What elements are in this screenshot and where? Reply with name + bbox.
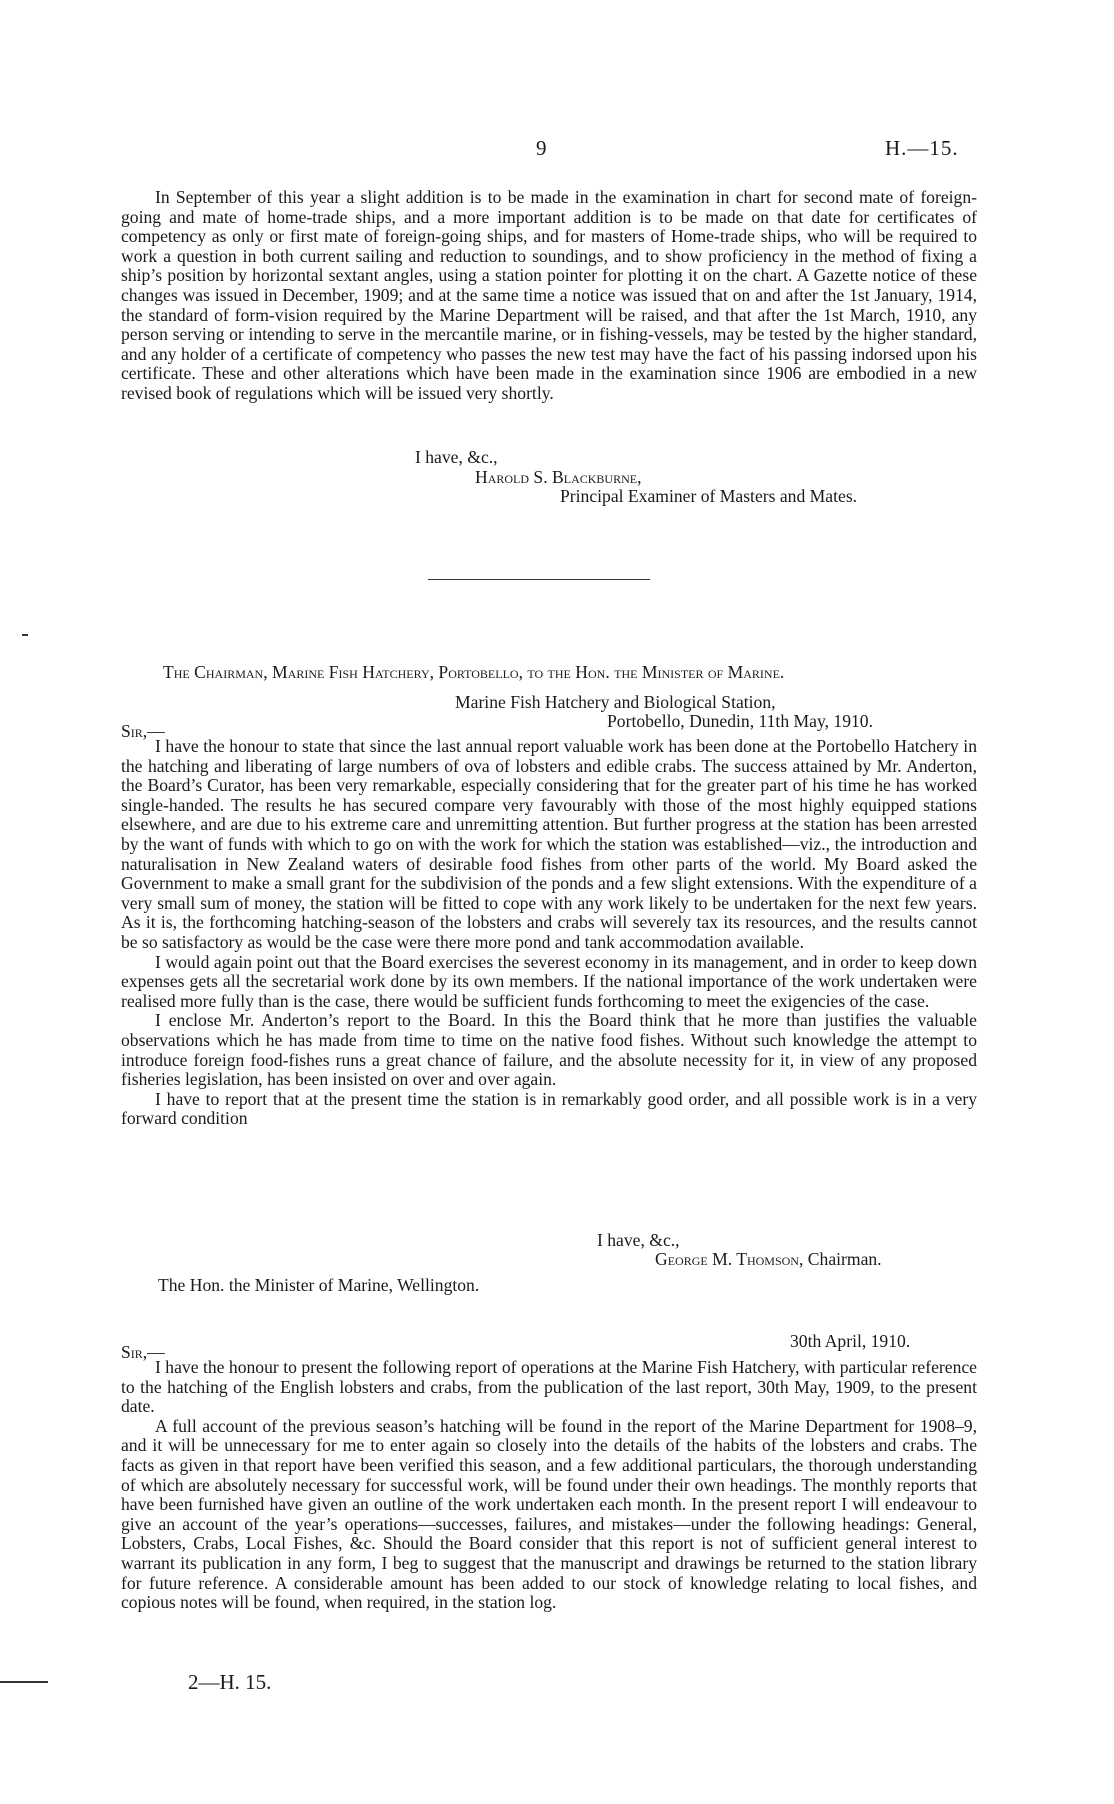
letter-salutation: Sir,— (121, 721, 165, 741)
examiner-signatory: Harold S. Blackburne, (475, 467, 642, 487)
section-divider (428, 579, 650, 580)
chairman-signatory: George M. Thomson, (655, 1249, 804, 1269)
chairman-signatory-title: Chairman. (807, 1249, 882, 1269)
examiner-closing: I have, &c., (415, 447, 498, 467)
examiner-title: Principal Examiner of Masters and Mates. (560, 486, 858, 506)
margin-rule (0, 1681, 48, 1683)
chairman-signature-line (655, 1249, 882, 1270)
report-salutation: Sir,— (121, 1342, 165, 1362)
letter-address-line-1: Marine Fish Hatchery and Biological Station, (455, 692, 776, 712)
chairman-paragraph-4: I have to report that at the present time the station is in remarkably good order, and all possible work is in a very forward condition (121, 1088, 977, 1129)
letter-address-date: Portobello, Dunedin, 11th May, 1910. (607, 711, 874, 731)
chairman-paragraph-2: I would again point out that the Board exercises the severest economy in its management, and in order to keep down expenses gets all the secretarial work done by its own members. If the national importance of the work undertaken were realised more fully than is the case, there would be sufficient funds forthcoming to meet the exigencies of the case. (121, 951, 977, 1011)
chairman-paragraph-1: I have the honour to state that since the last annual report valuable work has been done at the Portobello Hatchery in the hatching and liberating of large numbers of ova of lobsters and edible crabs. The success attained by Mr. Anderton, the Board’s Curator, has been very remarkable, especially considering that for the greater part of his time he has worked single-handed. The results he has secured compare very favourably with those of the most highly equipped stations elsewhere, and are due to his extreme care and unremitting attention. But further progress at the station has been arrested by the want of funds with which to go on with the work for which the station was established—viz., the introduction and naturalisation in New Zealand waters of desirable food fishes from other parts of the world. My Board asked the Government to make a small grant for the subdivision of the ponds and a few slight extensions. With the expenditure of a very small sum of money, the station will be fitted to cope with any work likely to be undertaken for the next few years. As it is, the forthcoming hatching-season of the lobsters and crabs will severely tax its resources, and the results cannot be so satisfactory as would be the case were there more pond and tank accommodation available. (121, 736, 977, 952)
document-reference: H.—15. (885, 136, 959, 160)
curator-paragraph-2: A full account of the previous season’s hatching will be found in the report of the Marine Department for 1908–9, and it will be unnecessary for me to enter again so closely into the details of the habits of the lobsters and crabs. The facts as given in that report have been verified this season, and a few additional particulars, the thorough understanding of which are absolutely necessary for successful work, will be found under their own headings. The monthly reports that have been furnished have given an outline of the work undertaken each month. In the present report I will endeavour to give an account of the year’s operations—successes, failures, and mistakes—under the following headings: General, Lobsters, Crabs, Local Fishes, &c. Should the Board consider that this report is not of sufficient general interest to warrant its publication in any form, I beg to suggest that the manuscript and drawings be returned to the station library for future reference. A considerable amount has been added to our stock of knowledge relating to local fishes, and copious notes will be found, when required, in the station log. (121, 1415, 977, 1613)
letter-heading: The Chairman, Marine Fish Hatchery, Portobello, to the Hon. the Minister of Marine. (163, 662, 785, 682)
chairman-paragraph-3: I enclose Mr. Anderton’s report to the Board. In this the Board think that he more than justifies the valuable observations which he has made from time to time on the native food fishes. Without such knowledge the attempt to introduce foreign food-fishes runs a great chance of failure, and the absolute necessity for it, in view of any proposed fisheries legislation, has been insisted on over and over again. (121, 1010, 977, 1090)
chairman-closing: I have, &c., (597, 1230, 680, 1250)
signature-reference: 2—H. 15. (188, 1670, 272, 1694)
examiner-report-paragraph-block (121, 188, 977, 404)
curator-report-body (121, 1358, 977, 1613)
letter-addressee: The Hon. the Minister of Marine, Wellington. (158, 1275, 480, 1295)
curator-paragraph-1: I have the honour to present the following report of operations at the Marine Fish Hatchery, with particular reference to the hatching of the English lobsters and crabs, from the publication of the last report, 30th May, 1909, to the present date. (121, 1357, 977, 1417)
chairman-letter-body (121, 737, 977, 1129)
margin-mark (22, 634, 28, 636)
examiner-report-paragraph: In September of this year a slight addition is to be made in the examination in chart for second mate of foreign-going and mate of home-trade ships, and a more important addition is to be made on that date for certificates of competency as only or first mate of foreign-going ships, and for masters of Home-trade ships, who will be required to work a question in both current sailing and reduction to soundings, and to show proficiency in the method of fixing a ship’s position by horizontal sextant angles, using a station pointer for plotting it on the chart. A Gazette notice of these changes was issued in December, 1909; and at the same time a notice was issued that on and after the 1st January, 1914, the standard of form-vision required by the Marine Department will be raised, and that after the 1st March, 1910, any person serving or intending to serve in the mercantile marine, or in fishing-vessels, may be tested by the higher standard, and any holder of a certificate of competency who passes the new test may have the fact of his passing indorsed upon his certificate. These and other alterations which have been made in the examination since 1906 are embodied in a new revised book of regulations which will be issued very shortly. (121, 187, 977, 403)
page-number: 9 (536, 136, 547, 160)
report-date: 30th April, 1910. (790, 1331, 911, 1351)
